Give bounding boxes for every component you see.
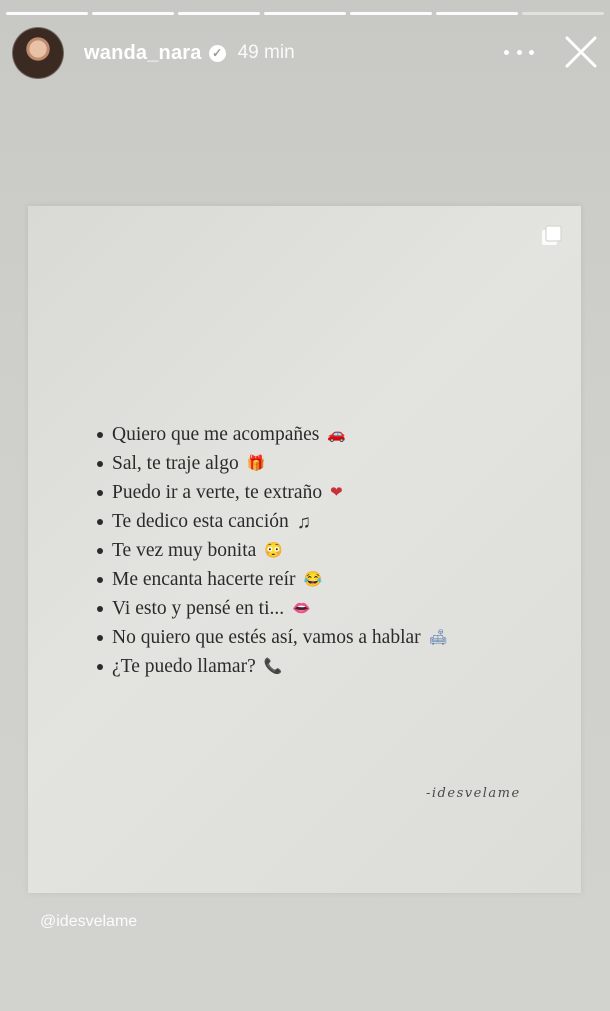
list-item: Sal, te traje algo 🎁 — [112, 449, 448, 478]
music-note-icon: ♫ — [296, 512, 312, 534]
couch-icon: 🛋 — [428, 630, 448, 647]
story-header — [12, 26, 598, 80]
list-item: Puedo ir a verte, te extraño ❤ — [112, 478, 448, 507]
progress-segment — [264, 12, 346, 15]
gift-icon: 🎁 — [246, 456, 266, 473]
progress-segment — [522, 12, 604, 15]
heart-icon: ❤ — [330, 485, 343, 502]
avatar[interactable] — [12, 27, 64, 79]
progress-segment — [178, 12, 260, 15]
progress-segment — [92, 12, 174, 15]
list-item: No quiero que estés así, vamos a hablar 🛋 — [112, 623, 448, 652]
list-item: ¿Te puedo llamar? 📞 — [112, 652, 448, 681]
story-progress-bar — [6, 12, 604, 15]
signature: -idesvelame — [426, 786, 521, 801]
more-icon[interactable] — [504, 40, 534, 64]
list-item: Vi esto y pensé en ti... 👄 — [112, 594, 448, 623]
progress-segment — [6, 12, 88, 15]
timestamp: 49 min — [237, 42, 295, 63]
lips-icon: 👄 — [292, 601, 311, 618]
username[interactable]: wanda_nara — [84, 41, 202, 64]
close-icon[interactable] — [564, 35, 598, 69]
progress-segment — [436, 12, 518, 15]
progress-segment — [350, 12, 432, 15]
credit-mention[interactable]: @idesvelame — [40, 913, 138, 930]
list-item: Quiero que me acompañes 🚗 — [112, 420, 448, 449]
list-item: Me encanta hacerte reír 😂 — [112, 565, 448, 594]
list-item: Te dedico esta canción ♫ — [112, 507, 448, 536]
laughing-face-icon: 😂 — [303, 572, 323, 589]
flushed-face-icon: 😳 — [264, 543, 283, 560]
list-item: Te vez muy bonita 😳 — [112, 536, 448, 565]
multiple-images-icon — [541, 225, 563, 247]
verified-badge-icon: ✓ — [209, 45, 226, 62]
note-list — [112, 420, 448, 681]
car-icon: 🚗 — [327, 427, 347, 444]
phone-icon: 📞 — [263, 659, 283, 676]
story-image — [28, 206, 581, 893]
